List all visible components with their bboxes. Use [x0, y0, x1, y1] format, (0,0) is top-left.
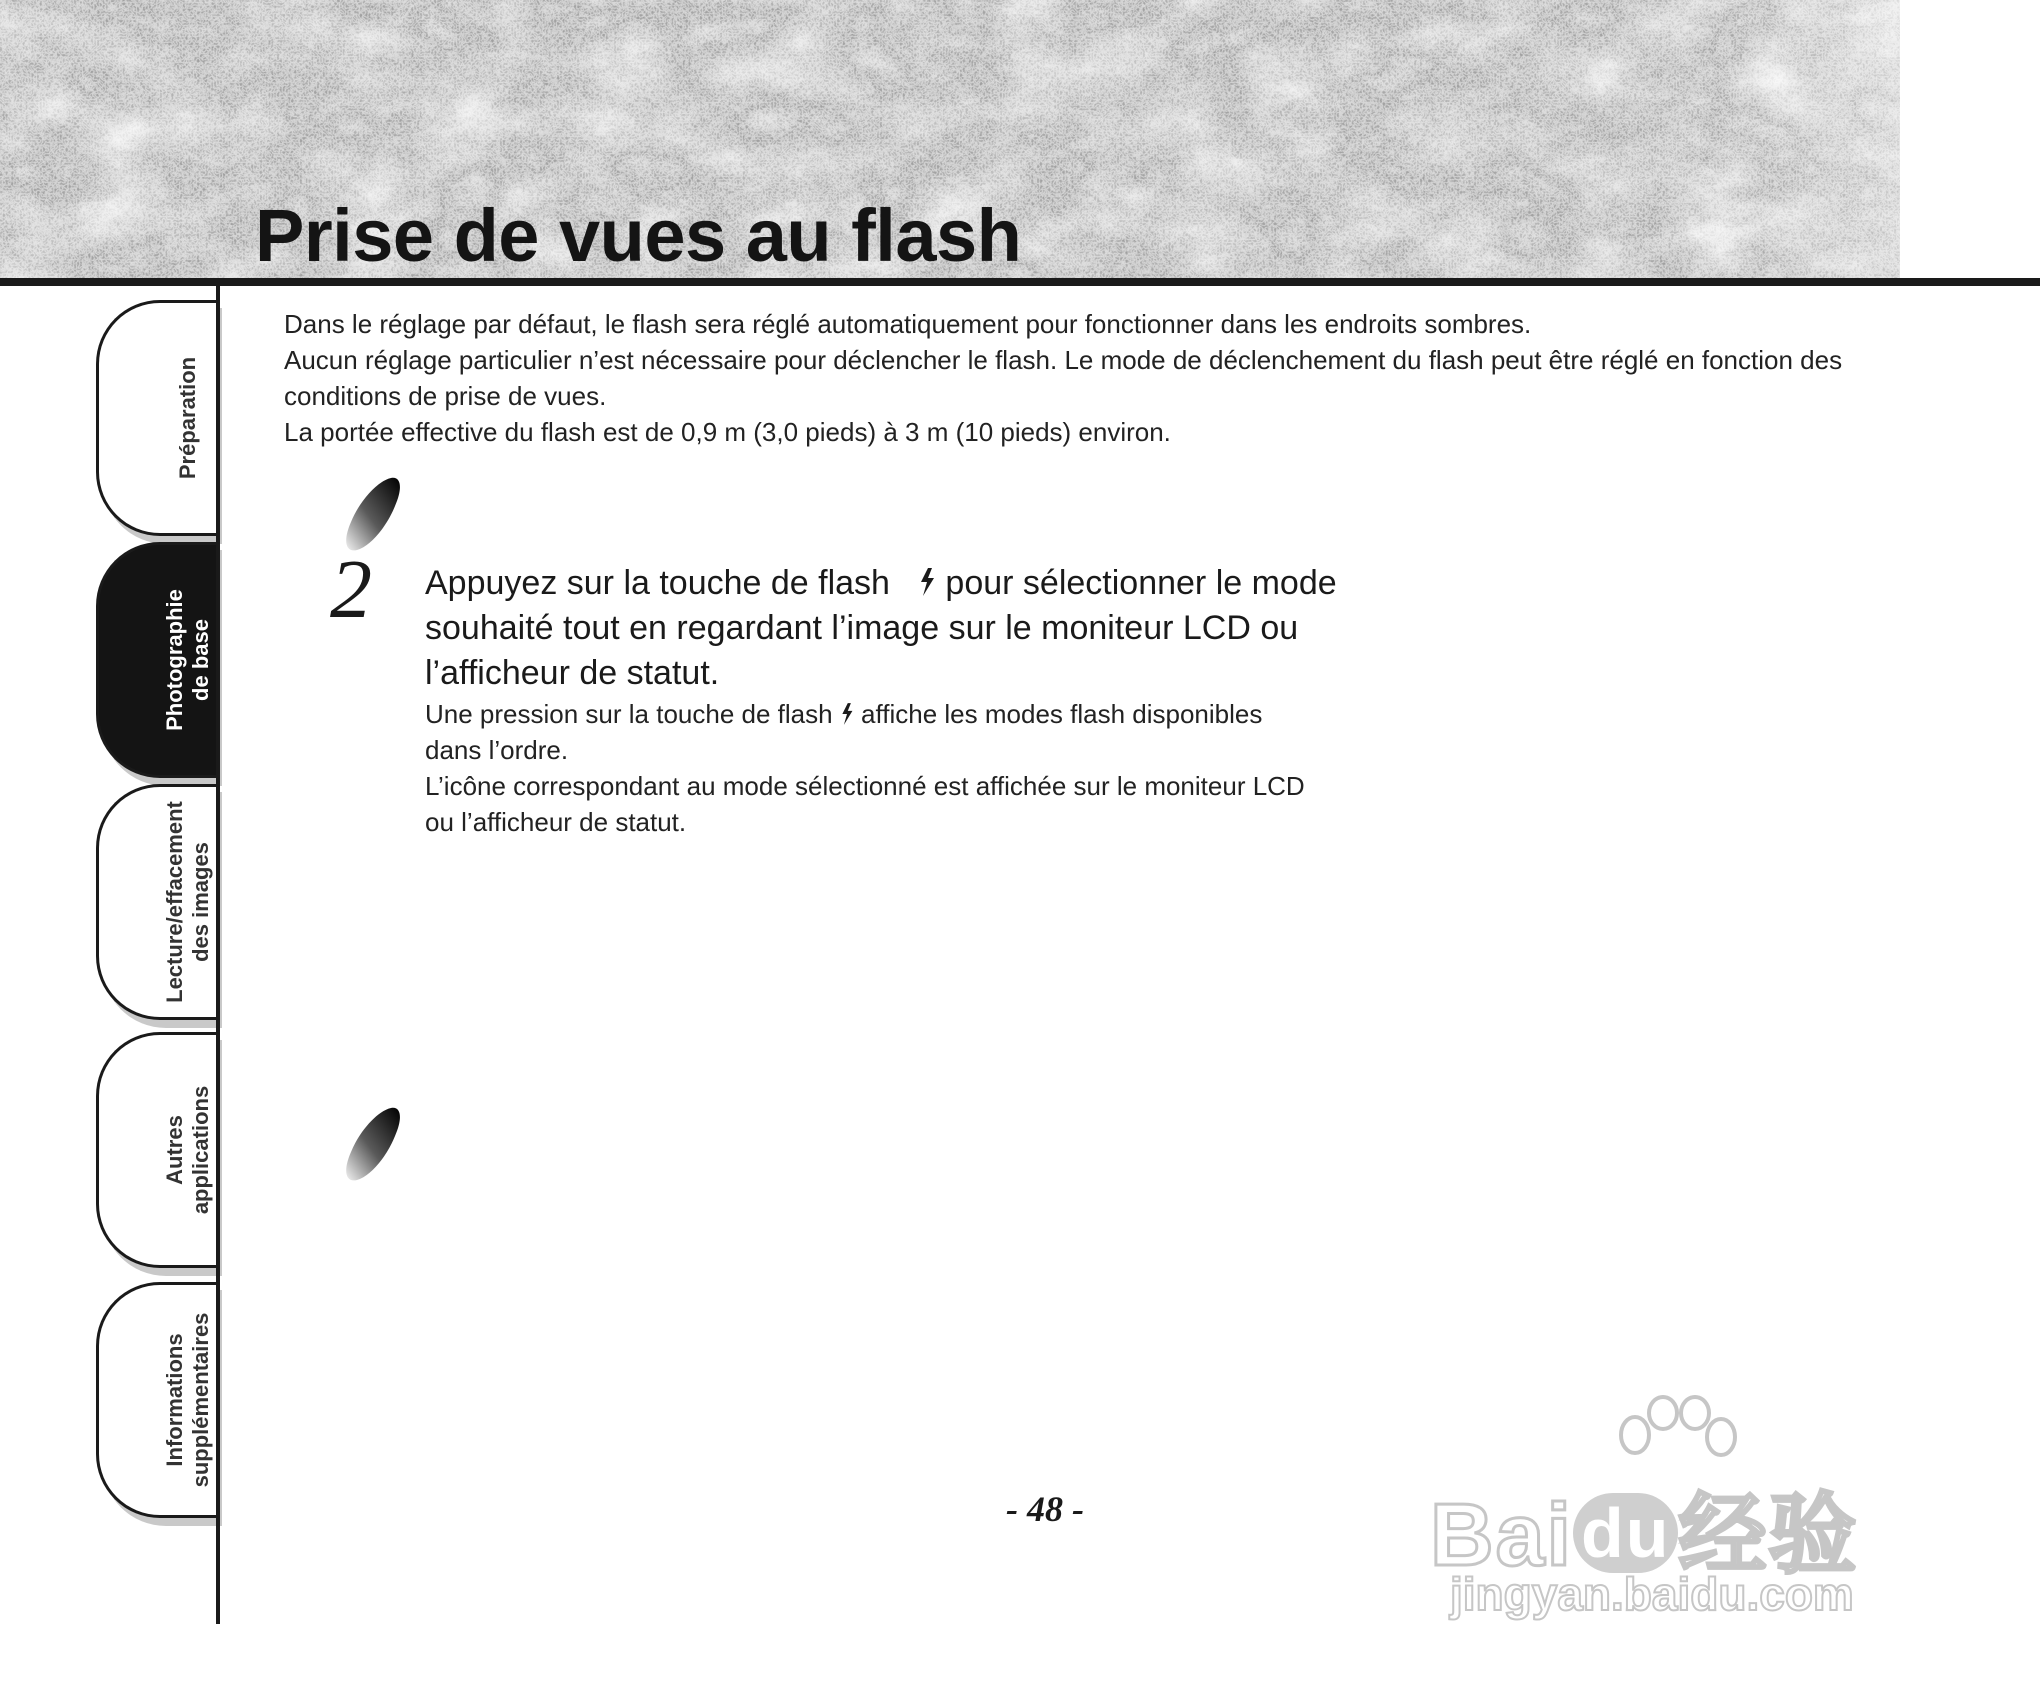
watermark: [1430, 1395, 1930, 1635]
tab-label: [162, 1086, 214, 1214]
page-title: Prise de vues au flash: [255, 194, 1022, 277]
watermark-url: jingyan.baidu.com: [1450, 1568, 1854, 1620]
intro-paragraph: Dans le réglage par défaut, le flash sera réglé automatiquement pour fonctionner dans les endroits sombres.: [284, 309, 1532, 339]
tab-label-line: Lecture/effacement: [161, 801, 187, 1003]
tab-preparation[interactable]: [96, 300, 216, 536]
step-bullet-icon: [343, 474, 403, 554]
watermark-brand-text: Bai: [1430, 1485, 1573, 1584]
sidebar-divider: [216, 286, 220, 1624]
step-bullet-icon: [343, 1104, 403, 1184]
tab-label-line: Autres: [161, 1115, 187, 1185]
tab-label-line: des images: [187, 842, 213, 962]
tab-label-line: Préparation: [174, 356, 200, 480]
tab-lecture-effacement[interactable]: [96, 784, 216, 1020]
step-heading-text: pour sélectionner le mode souhaité tout en regardant l’image sur le moniteur LCD ou l’afficheur de statut.: [425, 564, 1337, 692]
step-detail-text: Une pression sur la touche de flash: [425, 699, 833, 729]
tab-label: [162, 1313, 214, 1488]
step-detail-text: affiche les modes flash disponibles dans l’ordre.: [425, 699, 1263, 765]
page-number: - 48 -: [1006, 1489, 1084, 1529]
header-rule: [0, 278, 2040, 286]
tab-label: [162, 589, 214, 731]
intro-paragraph: Aucun réglage particulier n’est nécessaire pour déclencher le flash. Le mode de déclenchement du flash peut être réglé en fonction des conditions de prise de vues.: [284, 345, 1843, 411]
flash-icon: [918, 567, 936, 597]
watermark-brand-du: du: [1573, 1493, 1679, 1573]
step-heading: [425, 561, 1365, 696]
watermark-brand-text: 经验: [1678, 1485, 1859, 1584]
tab-label-line: supplémentaires: [187, 1312, 213, 1488]
tab-label: [175, 357, 201, 479]
tab-autres-applications[interactable]: [96, 1032, 216, 1268]
step-details: [425, 696, 1325, 840]
step-number: 2: [330, 543, 372, 636]
step-detail-paragraph: L’icône correspondant au mode sélectionné est affichée sur le moniteur LCD ou l’afficheur de statut.: [425, 771, 1305, 837]
tab-photographie-de-base[interactable]: [96, 542, 216, 778]
intro-paragraph: La portée effective du flash est de 0,9 m (3,0 pieds) à 3 m (10 pieds) environ.: [284, 417, 1171, 447]
tab-informations-supplementaires[interactable]: [96, 1282, 216, 1518]
tab-label-line: Informations: [161, 1333, 187, 1467]
tab-label-line: de base: [187, 619, 213, 701]
step-detail-paragraph: [425, 696, 1325, 768]
step-heading-text: Appuyez sur la touche de flash: [425, 564, 890, 602]
intro-text: [284, 306, 1864, 450]
tab-label-line: applications: [187, 1085, 213, 1215]
flash-icon: [840, 702, 854, 726]
header-banner: [0, 0, 1900, 278]
tab-label-line: Photographie: [161, 589, 187, 731]
tab-label: [162, 801, 214, 1003]
